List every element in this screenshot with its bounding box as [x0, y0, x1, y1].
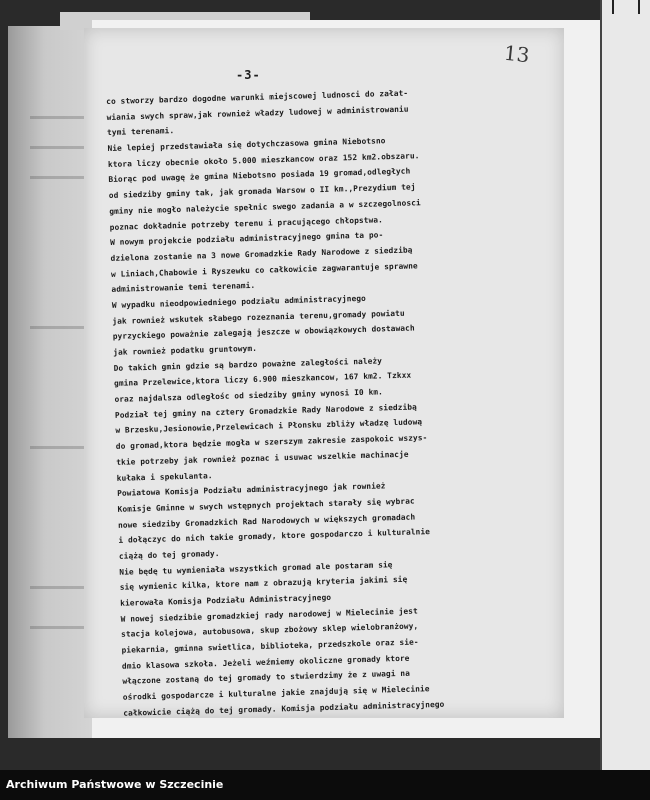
text-line: poznac dokładnie potrzeby terenu i pracującego chłopstwa.: [109, 214, 383, 232]
text-line: tkie potrzeby jak rownież poznac i usuwac wszelkie machinacje: [116, 449, 409, 467]
text-line: dmio klasowa szkoła. Jeżeli weźmiemy okoliczne gromady ktore: [121, 653, 410, 671]
text-line: W nowej siedzibie gromadzkiej rady narodowej w Mielecinie jest: [120, 606, 418, 624]
text-line: do gromad,ktora będzie mogła w szerszym zakresie zaspokoic wszys-: [115, 433, 428, 451]
text-line: piekarnia, gminna swietlica, biblioteka, przedszkole oraz sie-: [121, 637, 419, 655]
document-page: [84, 28, 564, 718]
text-line: gmina Przelewice,ktora liczy 6.900 mieszkancow, 167 km2. Tzkxx: [113, 370, 412, 389]
text-line: jak rownież podatku gruntowym.: [113, 343, 258, 357]
text-line: Nie będę tu wymieniała wszystkich gromad ale postaram się: [119, 559, 393, 577]
text-line: w Liniach,Chabowie i Ryszewku co całkowicie zagwarantuje sprawne: [110, 260, 418, 279]
text-line: gminy nie mogło należycie spełnic swego zadania a w szczegolnosci: [109, 198, 421, 216]
text-line: ciążą do tej gromady.: [118, 548, 220, 561]
text-line: włączone zostaną do tej gromady to stwierdzimy że z uwagi na: [122, 669, 411, 687]
text-line: Nie lepiej przedstawiała się dotychczasowa gmina Niebotsno: [107, 136, 386, 154]
text-line: administrowanie temi terenami.: [111, 281, 256, 295]
text-line: co stworzy bardzo dogodne warunki miejscowej ludnosci do załat-: [106, 88, 409, 106]
text-line: stacja kolejowa, autobusowa, skup zbożowy sklep wielobranżowy,: [120, 621, 419, 640]
text-line: wiania swych spraw,jak rownież władzy ludowej w administrowaniu: [106, 104, 409, 122]
text-line: tymi terenami.: [106, 126, 175, 138]
text-line: Podział tej gminy na cztery Gromadzkie Rady Narodowe z siedzibą: [114, 402, 418, 420]
text-line: nowe siedziby Gromadzkich Rad Narodowych w większych gromadach: [117, 512, 416, 530]
text-line: Komisje Gminne w swych wstępnych projektach starały się wybrac: [117, 496, 415, 514]
text-line: całkowicie ciążą do tej gromady. Komisja podziału administracyjnego: [123, 699, 445, 718]
text-line: jak rownież wskutek słabego rozeznania terenu,gromady powiatu: [112, 308, 405, 326]
text-line: i dołączyc do nich takie gromady, ktore gospodarczo i kulturalnie: [118, 527, 431, 546]
text-line: Powiatowa Komisja Podziału administracyjnego jak rownież: [117, 481, 386, 499]
text-line: Biorąc pod uwagę że gmina Niebotsno posiada 19 gromad,odległych: [108, 166, 411, 185]
handwritten-folio-number: 13: [502, 40, 531, 68]
text-line: od siedziby gminy tak, jak gromada Warsow o II km.,Prezydium tej: [108, 182, 416, 201]
archive-footer: [0, 770, 650, 800]
text-line: dzielona zostanie na 3 nowe Gromadzkie Rady Narodowe z siedzibą: [110, 245, 413, 263]
text-line: pyrzyckiego poważnie zalegają jeszcze w obowiązkowych dostawach: [112, 323, 415, 342]
page-number: -3-: [236, 68, 261, 82]
text-line: W wypadku nieodpowiedniego podziału administracyjnego: [111, 293, 367, 310]
text-line: W nowym projekcie podziału administracyjnego gmina ta po-: [110, 230, 384, 248]
text-line: w Brzesku,Jesionowie,Przelewicach i Płonsku zbliży władzę ludową: [115, 417, 423, 436]
text-line: oraz najdalsza odległośc od siedziby gminy wynosi I0 km.: [114, 387, 384, 404]
archive-name: Archiwum Państwowe w Szczecinie: [6, 778, 224, 791]
typed-body-text: [106, 81, 578, 721]
text-line: Do takich gmin gdzie są bardzo poważne zaległości należy: [113, 356, 383, 373]
adjacent-page-right: [600, 0, 650, 770]
text-line: kułaka i spekulanta.: [116, 470, 213, 483]
text-line: ktora liczy obecnie około 5.000 mieszkancow oraz 152 km2.obszaru.: [107, 151, 420, 169]
text-line: kierowała Komisja Podziału Administracyjnego: [120, 592, 332, 608]
text-line: ośrodki gospodarcze i kulturalne jakie znajdują się w Mielecinie: [122, 684, 430, 702]
text-line: się wymienic kilka, ktore nam z obrazują kryteria jakimi się: [119, 575, 408, 593]
